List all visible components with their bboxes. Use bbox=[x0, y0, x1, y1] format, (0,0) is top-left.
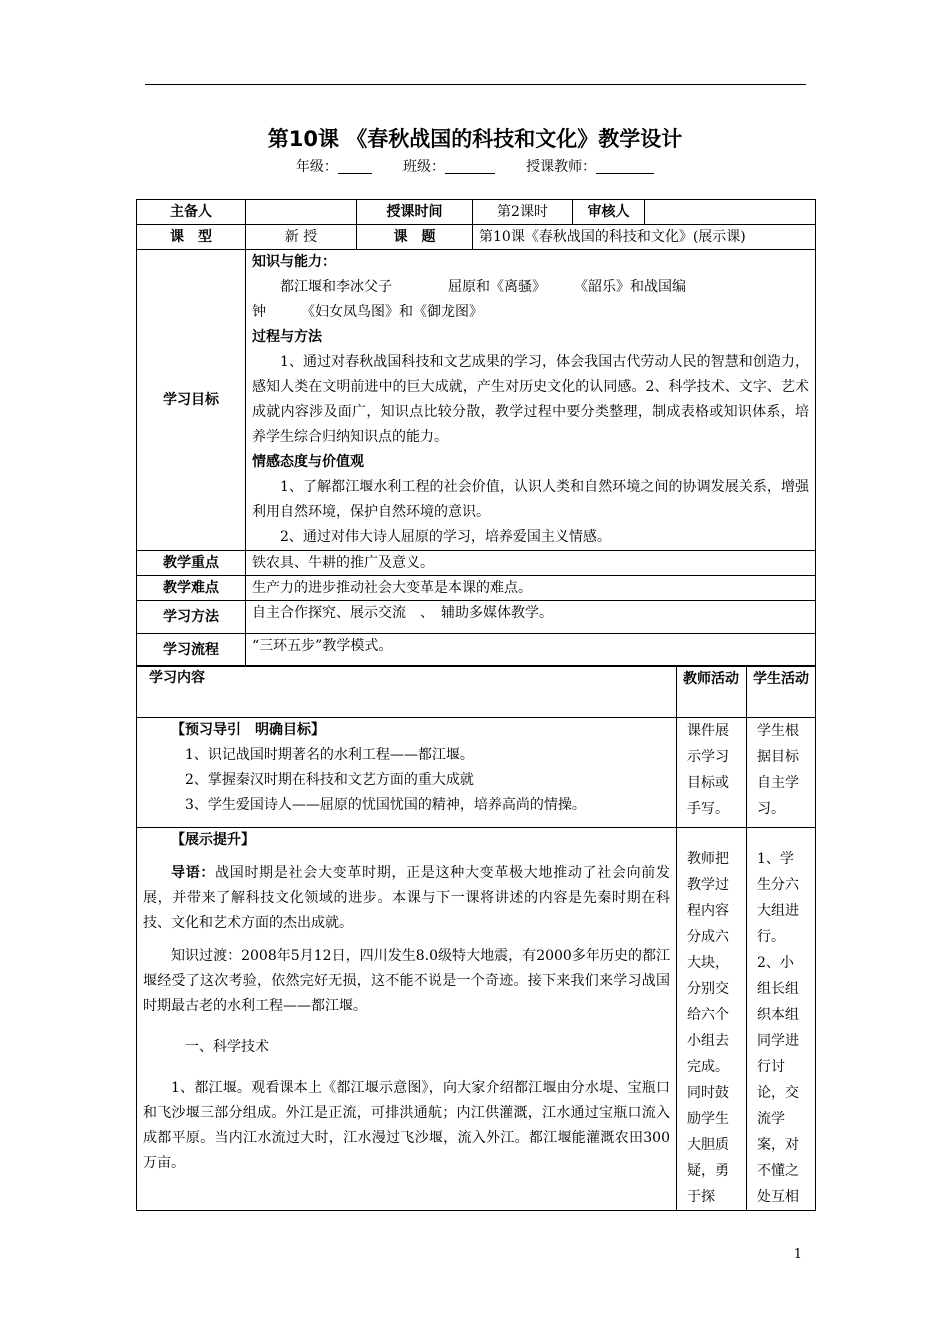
process-heading: 过程与方法 bbox=[252, 329, 322, 345]
preview-item: 3、学生爱国诗人——屈原的忧国忧国的精神，培养高尚的情操。 bbox=[185, 797, 586, 813]
type-value: 新 授 bbox=[246, 225, 357, 250]
grade-blank bbox=[338, 159, 372, 174]
preview-item: 2、掌握秦汉时期在科技和文艺方面的重大成就 bbox=[185, 772, 474, 788]
teacher-blank bbox=[596, 159, 654, 174]
preview-heading: 【预习导引 明确目标】 bbox=[171, 722, 325, 738]
class-blank bbox=[445, 159, 495, 174]
topic-label: 课 题 bbox=[357, 225, 473, 250]
intro-text: 战国时期是社会大变革时期，正是这种大变革极大地推动了社会向前发展，并带来了解科技文化领域的进步。本课与下一课将讲述的内容是先秦时期在科技、文化和艺术方面的杰出成就。 bbox=[143, 865, 671, 931]
teacher-header: 教师活动 bbox=[677, 666, 747, 718]
dujiangyan-text: 1、都江堰。观看课本上《都江堰示意图》，向大家介绍都江堰由分水堤、宝瓶口和飞沙堰三部分组成。外江是正流，可排洪通航；内江供灌溉，江水通过宝瓶口流入成都平原。当内江水流过大时，江水漫过飞沙堰，流入外江。都江堰能灌溉农田300万亩。 bbox=[143, 1080, 670, 1171]
reviewer-label: 审核人 bbox=[573, 200, 645, 225]
method-label: 学习方法 bbox=[137, 601, 246, 634]
difficult-value: 生产力的进步推动社会大变革是本课的难点。 bbox=[246, 576, 816, 601]
goals-label: 学习目标 bbox=[137, 250, 246, 551]
knowledge-line2: 钟 《妇女凤鸟图》和《御龙图》 bbox=[252, 304, 483, 320]
topic-value: 第10课《春秋战国的科技和文化》(展示课) bbox=[473, 225, 816, 250]
intro-paragraph bbox=[143, 861, 670, 936]
preview-cell bbox=[137, 718, 677, 828]
preview-item: 1、识记战国时期著名的水利工程——都江堰。 bbox=[185, 747, 474, 763]
student-header: 学生活动 bbox=[747, 666, 816, 718]
preview-student-activity: 学生根据目标自主学习。 bbox=[747, 718, 816, 828]
method-value: 自主合作探究、展示交流 、 辅助多媒体教学。 bbox=[246, 601, 816, 634]
page-number: 1 bbox=[793, 1247, 802, 1262]
teacher-label: 授课教师： bbox=[526, 159, 597, 175]
key-label: 教学重点 bbox=[137, 551, 246, 576]
key-value: 铁农具、牛耕的推广及意义。 bbox=[246, 551, 816, 576]
type-label: 课 型 bbox=[137, 225, 246, 250]
header-rule bbox=[145, 84, 806, 85]
preparer-value bbox=[246, 200, 357, 225]
transition-text: 知识过渡：2008年5月12日，四川发生8.0级特大地震，有2000多年历史的都江堰经受了这次考验，依然完好无损，这不能不说是一个奇迹。接下来我们来学习战国时期最古老的水利工程——都江堰。 bbox=[143, 948, 670, 1014]
content-header: 学习内容 bbox=[137, 666, 677, 718]
page-title: 第10课 《春秋战国的科技和文化》教学设计 bbox=[267, 127, 683, 151]
knowledge-line1: 都江堰和李冰父子 屈原和《离骚》 《韶乐》和战国编 bbox=[280, 279, 686, 295]
preparer-label: 主备人 bbox=[137, 200, 246, 225]
flow-value: “三环五步”教学模式。 bbox=[246, 634, 816, 667]
show-heading: 【展示提升】 bbox=[171, 832, 255, 848]
class-label: 班级： bbox=[403, 159, 445, 175]
show-teacher-activity: 教师把教学过程内容分成六大块，分别交给六个小组去完成。同时鼓励学生大胆质疑，勇于探 bbox=[677, 828, 747, 1211]
intro-label: 导语： bbox=[171, 865, 216, 881]
emotion-heading: 情感态度与价值观 bbox=[252, 454, 364, 470]
grade-label: 年级： bbox=[295, 159, 338, 175]
reviewer-value bbox=[645, 200, 816, 225]
knowledge-heading: 知识与能力： bbox=[252, 254, 336, 270]
process-text: 1、通过对春秋战国科技和文艺成果的学习，体会我国古代劳动人民的智慧和创造力，感知人类在文明前进中的巨大成就，产生对历史文化的认同感。2、科学技术、文字、艺术成就内容涉及面广，知识点比较分散，教学过程中要分类整理，制成表格或知识体系，培养学生综合归纳知识点的能力。 bbox=[252, 354, 810, 445]
show-student-activity: 1、学生分六大组进行。2、小组长组织本组同学进行讨论，交流学案，对不懂之处互相 bbox=[747, 828, 816, 1211]
emotion-text2: 2、通过对伟大诗人屈原的学习，培养爱国主义情感。 bbox=[280, 529, 611, 545]
section-one: 一、科学技术 bbox=[185, 1039, 269, 1055]
lesson-info-table bbox=[136, 199, 816, 667]
goals-cell bbox=[246, 250, 816, 551]
time-value: 第2课时 bbox=[473, 200, 573, 225]
emotion-text1: 1、了解都江堰水利工程的社会价值，认识人类和自然环境之间的协调发展关系，增强利用自然环境，保护自然环境的意识。 bbox=[252, 479, 810, 520]
difficult-label: 教学难点 bbox=[137, 576, 246, 601]
preview-teacher-activity: 课件展示学习目标或手写。 bbox=[677, 718, 747, 828]
show-cell bbox=[137, 828, 677, 1211]
flow-label: 学习流程 bbox=[137, 634, 246, 667]
lesson-content-table bbox=[136, 665, 816, 1211]
time-label: 授课时间 bbox=[357, 200, 473, 225]
subtitle-line bbox=[0, 156, 950, 176]
